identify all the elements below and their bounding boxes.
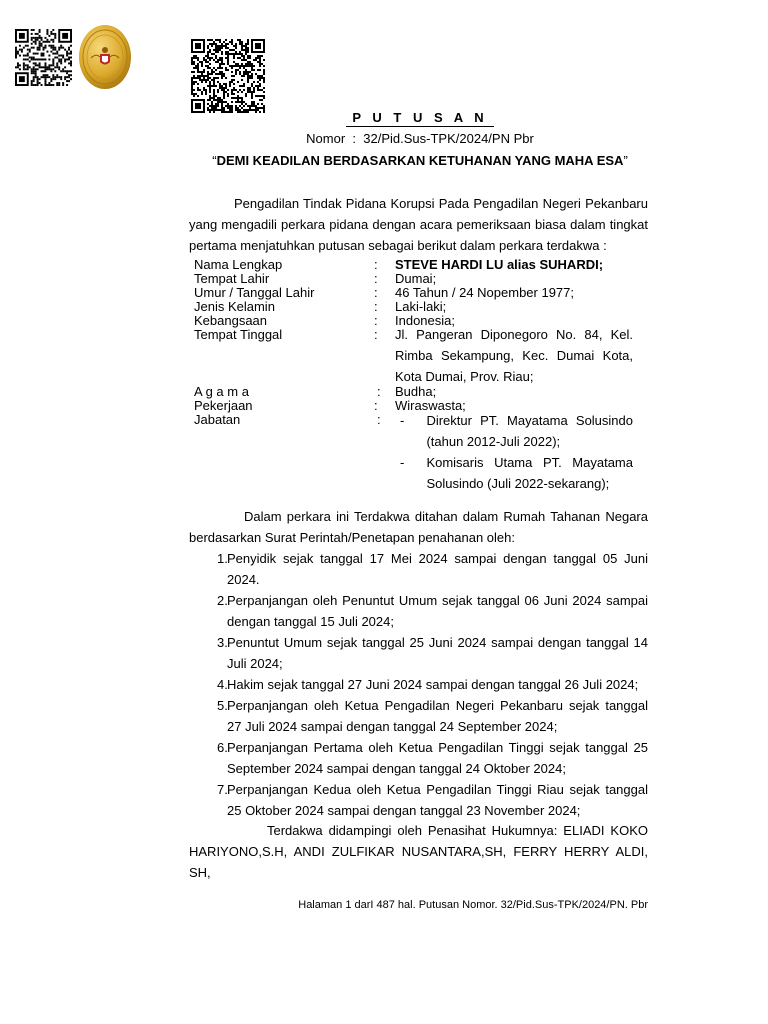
identity-value: Indonesia; xyxy=(395,313,455,328)
position-text: Komisaris Utama PT. Mayatama Solusindo (Juli 2022-sekarang); xyxy=(426,455,633,491)
identity-colon: : xyxy=(374,299,378,314)
identity-value: Laki-laki; xyxy=(395,299,447,314)
page-footer: Halaman 1 darI 487 hal. Putusan Nomor. 32/Pid.Sus-TPK/2024/PN. Pbr xyxy=(298,899,648,911)
identity-label: Tempat Tinggal xyxy=(194,327,283,342)
identity-row-age xyxy=(194,286,634,300)
identity-row-gender xyxy=(194,300,634,314)
identity-colon: : xyxy=(377,384,381,399)
identity-colon: : xyxy=(374,285,378,300)
justice-motto: “DEMI KEADILAN BERDASARKAN KETUHANAN YANG MAHA ESA” xyxy=(212,153,628,168)
document-heading: P U T U S A N xyxy=(0,110,768,125)
identity-value: Dumai; xyxy=(395,271,437,286)
counsel-paragraph: Terdakwa didampingi oleh Penasihat Hukumnya: ELIADI KOKO HARIYONO,S.H, ANDI ZULFIKAR NUSANTARA,SH, FERRY HERRY ALDI, SH, xyxy=(189,823,648,880)
list-item: 4. Hakim sejak tanggal 27 Juni 2024 sampai dengan tanggal 26 Juli 2024; xyxy=(217,677,639,692)
identity-value: Budha; xyxy=(395,384,437,399)
identity-row-religion xyxy=(194,385,634,399)
identity-label: Umur / Tanggal Lahir xyxy=(194,285,315,300)
identity-label: Tempat Lahir xyxy=(194,271,270,286)
defendant-identity-table xyxy=(194,258,634,494)
identity-label: Kebangsaan xyxy=(194,313,268,328)
qr-code-left xyxy=(15,29,72,86)
position-bullet: - xyxy=(400,455,405,470)
identity-row-birthplace xyxy=(194,272,634,286)
case-number-separator: : xyxy=(352,131,357,146)
qr-code-center xyxy=(191,39,265,113)
identity-colon: : xyxy=(374,271,378,286)
list-item: 2. Perpanjangan oleh Penuntut Umum sejak tanggal 06 Juni 2024 sampai dengan tanggal 15 Juli 2024; xyxy=(217,593,648,629)
identity-label: A g a m a xyxy=(194,384,249,399)
identity-colon: : xyxy=(377,412,381,427)
position-bullet: - xyxy=(400,413,405,428)
identity-label: Nama Lengkap xyxy=(194,257,283,272)
case-number-label: Nomor xyxy=(306,131,346,146)
identity-colon: : xyxy=(374,257,378,272)
identity-colon: : xyxy=(374,327,378,342)
identity-value: STEVE HARDI LU alias SUHARDI; xyxy=(395,257,604,272)
list-item: 3. Penuntut Umum sejak tanggal 25 Juni 2024 sampai dengan tanggal 14 Juli 2024; xyxy=(217,635,648,671)
list-item: 5. Perpanjangan oleh Ketua Pengadilan Negeri Pekanbaru sejak tanggal 27 Juli 2024 sampai dengan tanggal 24 September 2024; xyxy=(217,698,648,734)
identity-label: Jenis Kelamin xyxy=(194,299,275,314)
identity-value: Wiraswasta; xyxy=(395,398,466,413)
detention-list xyxy=(189,548,648,821)
case-number-value: 32/Pid.Sus-TPK/2024/PN Pbr xyxy=(363,131,534,146)
intro-paragraph: Pengadilan Tindak Pidana Korupsi Pada Pengadilan Negeri Pekanbaru yang mengadili perkara pidana dengan acara pemeriksaan biasa dalam tingkat pertama menjatuhkan putusan sebagai berikut dalam perkara terdakwa : xyxy=(189,196,648,253)
detention-intro-paragraph: Dalam perkara ini Terdakwa ditahan dalam Rumah Tahanan Negara berdasarkan Surat Perintah/Penetapan penahanan oleh: xyxy=(189,509,648,545)
identity-label: Pekerjaan xyxy=(194,398,253,413)
position-item xyxy=(395,452,633,494)
supreme-court-seal-logo xyxy=(78,24,132,95)
list-item: 1. Penyidik sejak tanggal 17 Mei 2024 sampai dengan tanggal 05 Juni 2024. xyxy=(217,551,648,587)
position-text: Direktur PT. Mayatama Solusindo (tahun 2012-Juli 2022); xyxy=(426,413,633,449)
identity-value: Jl. Pangeran Diponegoro No. 84, Kel. Rimba Sekampung, Kec. Dumai Kota, Kota Dumai, Prov. Riau; xyxy=(395,327,633,384)
identity-value: 46 Tahun / 24 Nopember 1977; xyxy=(395,285,575,300)
identity-row-name xyxy=(194,258,634,272)
identity-row-position xyxy=(194,413,634,494)
identity-colon: : xyxy=(374,313,378,328)
position-item xyxy=(395,410,633,452)
identity-colon: : xyxy=(374,398,378,413)
list-item: 6. Perpanjangan Pertama oleh Ketua Pengadilan Tinggi sejak tanggal 25 September 2024 sampai dengan tanggal 24 Oktober 2024; xyxy=(217,740,648,776)
position-list xyxy=(395,413,633,494)
list-item: 7. Perpanjangan Kedua oleh Ketua Pengadilan Tinggi Riau sejak tanggal 25 Oktober 2024 sampai dengan tanggal 23 November 2024; xyxy=(217,782,648,818)
case-number xyxy=(0,131,768,146)
identity-row-residence xyxy=(194,328,634,387)
identity-label: Jabatan xyxy=(194,412,241,427)
